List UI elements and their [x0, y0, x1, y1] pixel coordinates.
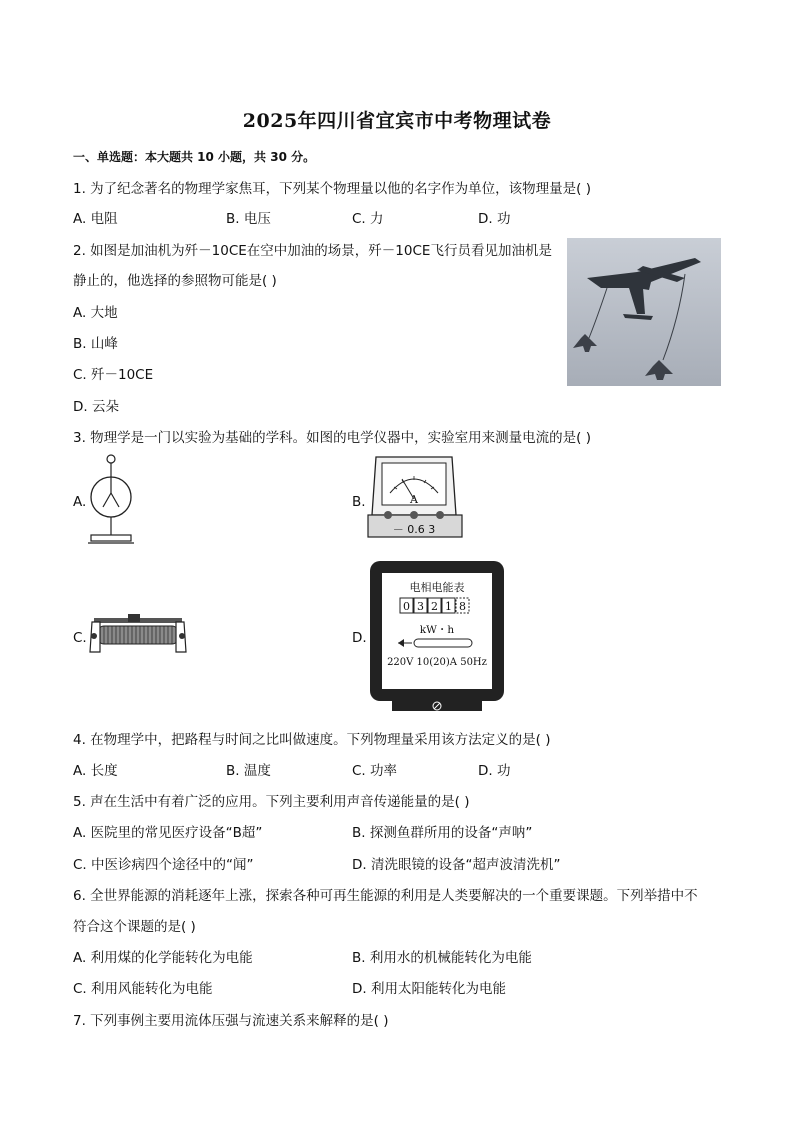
- question-4-option-b: B. 温度: [226, 763, 271, 779]
- question-3-stem: 3. 物理学是一门以实验为基础的学科。如图的电学仪器中，实验室用来测量电流的是( ): [73, 430, 591, 446]
- meter-rating: 220V 10(20)A 50Hz: [387, 657, 487, 668]
- question-1-option-a: A. 电阻: [73, 211, 118, 227]
- ammeter-letter: A: [410, 493, 418, 506]
- meter-digit: 8: [459, 600, 466, 613]
- question-2-option-c: C. 歼－10CE: [73, 367, 154, 383]
- ammeter-figure: [366, 453, 464, 545]
- question-2-stem-line-1: 2. 如图是加油机为歼－10CE在空中加油的场景，歼－10CE飞行员看见加油机是: [73, 243, 552, 259]
- question-6-option-c: C. 利用风能转化为电能: [73, 981, 213, 997]
- meter-title: 电相电能表: [409, 581, 465, 594]
- meter-unit: kW・h: [419, 624, 455, 636]
- question-3-option-b: B.: [352, 494, 366, 510]
- question-2-option-b: B. 山峰: [73, 336, 118, 352]
- page-title: 2025年四川省宜宾市中考物理试卷: [242, 110, 552, 132]
- question-6-option-d: D. 利用太阳能转化为电能: [352, 981, 506, 997]
- question-1-option-d: D. 功: [478, 211, 511, 227]
- energy-meter-figure: [368, 559, 506, 715]
- question-6-stem-line-1: 6. 全世界能源的消耗逐年上涨，探索各种可再生能源的利用是人类要解决的一个重要课题。下列举措中不: [73, 888, 698, 904]
- ammeter-terminal-labels: － 0.6 3: [392, 523, 436, 536]
- question-1-stem: 1. 为了纪念著名的物理学家焦耳，下列某个物理量以他的名字作为单位，该物理量是( ): [73, 181, 591, 197]
- question-4-option-a: A. 长度: [73, 763, 118, 779]
- question-5-option-a: A. 医院里的常见医疗设备“B超”: [73, 825, 263, 841]
- question-2-option-d: D. 云朵: [73, 399, 119, 415]
- question-1-option-c: C. 力: [352, 211, 384, 227]
- question-3-option-a: A.: [73, 494, 87, 510]
- question-2-option-a: A. 大地: [73, 305, 118, 321]
- question-1-option-b: B. 电压: [226, 211, 271, 227]
- question-5-option-b: B. 探测鱼群所用的设备“声呐”: [352, 825, 533, 841]
- electroscope-figure: [86, 453, 136, 549]
- meter-digit: 3: [417, 600, 424, 613]
- question-3-option-c: C.: [73, 630, 87, 646]
- question-7-stem: 7. 下列事例主要用流体压强与流速关系来解释的是( ): [73, 1013, 389, 1029]
- question-4-stem: 4. 在物理学中，把路程与时间之比叫做速度。下列物理量采用该方法定义的是( ): [73, 732, 551, 748]
- question-2-stem-line-2: 静止的，他选择的参照物可能是( ): [73, 273, 277, 289]
- rheostat-figure: [88, 612, 188, 658]
- meter-digit: 0: [403, 600, 410, 613]
- meter-digit: 1: [445, 600, 452, 613]
- refueling-photo: [567, 238, 721, 386]
- question-4-option-d: D. 功: [478, 763, 511, 779]
- question-5-stem: 5. 声在生活中有着广泛的应用。下列主要利用声音传递能量的是( ): [73, 794, 470, 810]
- meter-digit: 2: [431, 600, 438, 613]
- section-heading: 一、单选题：本大题共 10 小题，共 30 分。: [73, 150, 316, 164]
- question-5-option-c: C. 中医诊病四个途径中的“闻”: [73, 857, 254, 873]
- question-3-option-d: D.: [352, 630, 367, 646]
- question-6-option-a: A. 利用煤的化学能转化为电能: [73, 950, 253, 966]
- question-6-option-b: B. 利用水的机械能转化为电能: [352, 950, 532, 966]
- question-6-stem-line-2: 符合这个课题的是( ): [73, 919, 196, 935]
- question-4-option-c: C. 功率: [352, 763, 398, 779]
- question-5-option-d: D. 清洗眼镜的设备“超声波清洗机”: [352, 857, 561, 873]
